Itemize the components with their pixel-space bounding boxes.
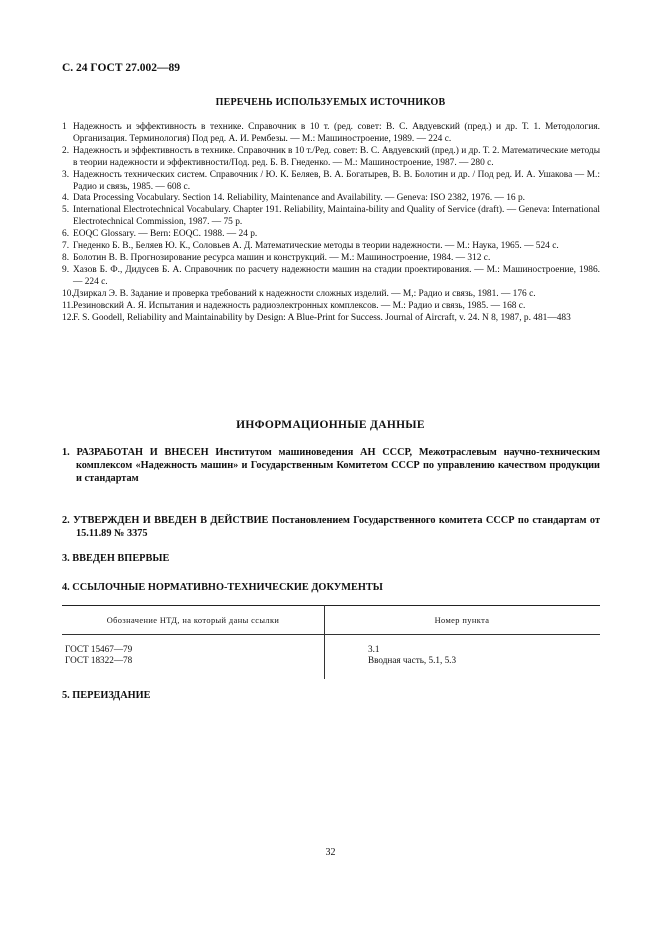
reference-text: Дзиркал Э. В. Задание и проверка требований к надежности сложных изделий. — М,: Радио и связь, 1981. — 176 с. (73, 288, 536, 299)
sources-title: ПЕРЕЧЕНЬ ИСПОЛЬЗУЕМЫХ ИСТОЧНИКОВ (215, 97, 446, 108)
reference-text: Хазов Б. Ф., Дидусев Б. А. Справочник по расчету надежности машин на стадии проектирования. — М.: Машиностроение, 1986. — 224 с. (73, 264, 600, 287)
section-approved (62, 514, 600, 540)
reference-number: 3. (62, 169, 70, 180)
reference-item (62, 253, 600, 265)
reference-number: 8. (62, 252, 70, 263)
table-cell-doc: ГОСТ 18322—78 (65, 655, 133, 665)
section-reference-docs: 4. ССЫЛОЧНЫЕ НОРМАТИВНО-ТЕХНИЧЕСКИЕ ДОКУМЕНТЫ (62, 582, 383, 593)
table-header-rule (62, 634, 600, 635)
reference-item (62, 265, 600, 289)
reference-text: Резиновский А. Я. Испытания и надежность радиоэлектронных комплексов. — М.: Радио и связь, 1985. — 168 с. (73, 300, 526, 311)
reference-number: 6. (62, 229, 70, 240)
reference-item (62, 313, 600, 325)
section-developed (62, 446, 600, 485)
reference-number: 11. (62, 300, 74, 311)
table-header-doc: Обозначение НТД, на который даны ссылки (106, 616, 280, 625)
section-developed-text: 1. РАЗРАБОТАН И ВНЕСЕН Институтом машиноведения АН СССР, Межотраслевым научно-техническим комплексом «Надежность машин» и Государственным Комитетом СССР по управлению качеством продукции и стандартам (62, 447, 600, 484)
reference-item (62, 205, 600, 229)
page-number: 32 (325, 847, 336, 858)
reference-text: EOQC Glossary. — Bern: EOQC. 1988. — 24 p. (73, 229, 258, 240)
reference-text: International Electrotechnical Vocabulary. Chapter 191. Reliability, Maintaina-bility and Quality of Service (draft). — Geneva: International Electrotechnical Commission, 1987. — 75 p. (73, 205, 600, 228)
info-title: ИНФОРМАЦИОННЫЕ ДАННЫЕ (236, 419, 425, 431)
reference-text: Надежность и эффективность в технике. Справочник в 10 т. (ред. совет: В. С. Авдуевский (пред.) и др. Т. 1. Методология. Организация. Терминология) Под ред. А. И. Рембезы. — М.: Машиностроение, 1989. — 224 с. (73, 122, 600, 144)
reference-number: 9. (62, 264, 70, 275)
reference-text: Гнеденко Б. В., Беляев Ю. К., Соловьев А. Д. Математические методы в теории надежности. — М.: Наука, 1965. — 524 с. (73, 241, 559, 252)
reference-text: Data Processing Vocabulary. Section 14. Reliability, Maintenance and Availability. — Geneva: ISO 2382, 1976. — 16 p. (73, 193, 525, 204)
reference-number: 5. (62, 205, 70, 216)
table-top-rule (62, 605, 600, 606)
reference-text: Надежность технических систем. Справочник / Ю. К. Беляев, В. А. Богатырев, В. В. Болотин и др. / Под ред. И. А. Ушакова — М.: Радио и связь, 1985. — 608 с. (73, 169, 600, 192)
reference-item (62, 122, 600, 146)
reference-text: Болотин В. В. Прогнозирование ресурса машин и конструкций. — М.: Машиностроение, 1984. — 312 с. (73, 252, 491, 263)
reference-number: 4. (62, 193, 70, 204)
section-introduced: 3. ВВЕДЕН ВПЕРВЫЕ (62, 553, 170, 564)
table-cell-doc: ГОСТ 15467—79 (65, 644, 133, 654)
reference-text: Надежность и эффективность в технике. Справочник в 10 т./Ред. совет: В. С. Авдуевский (пред.) и др. Т. 2. Математические методы в теории надежности и эффективности/Под. ред. Б. В. Гнеденко. — М.: Машиностроение, 1987. — 280 с. (73, 145, 600, 168)
reference-item (62, 289, 600, 301)
table-header-item: Номер пункта (434, 616, 490, 625)
section-approved-text: 2. УТВЕРЖДЕН И ВВЕДЕН В ДЕЙСТВИЕ Постановлением Государственного комитета СССР по стандартам от 15.11.89 № 3375 (62, 515, 600, 539)
reference-number: 12. (62, 312, 74, 323)
reference-text: F. S. Goodell, Reliability and Maintainability by Design: A Blue-Print for Success. Journal of Aircraft, v. 24. N 8, 1987, p. 481—483 (73, 312, 571, 323)
reference-number: 1 (62, 122, 67, 132)
reference-number: 7. (62, 241, 70, 252)
reference-docs-table (62, 605, 600, 679)
table-cell-item: Вводная часть, 5.1, 5.3 (368, 655, 457, 665)
reference-item (62, 146, 600, 170)
references-list (62, 122, 600, 324)
page-header: С. 24 ГОСТ 27.002—89 (62, 62, 181, 74)
reference-item (62, 170, 600, 194)
reference-item (62, 193, 600, 205)
reference-item (62, 229, 600, 241)
reference-item (62, 241, 600, 253)
reference-item (62, 301, 600, 313)
reference-number: 10. (62, 288, 74, 299)
section-reissue: 5. ПЕРЕИЗДАНИЕ (62, 690, 151, 701)
table-cell-item: 3.1 (368, 644, 380, 654)
reference-number: 2. (62, 145, 70, 156)
